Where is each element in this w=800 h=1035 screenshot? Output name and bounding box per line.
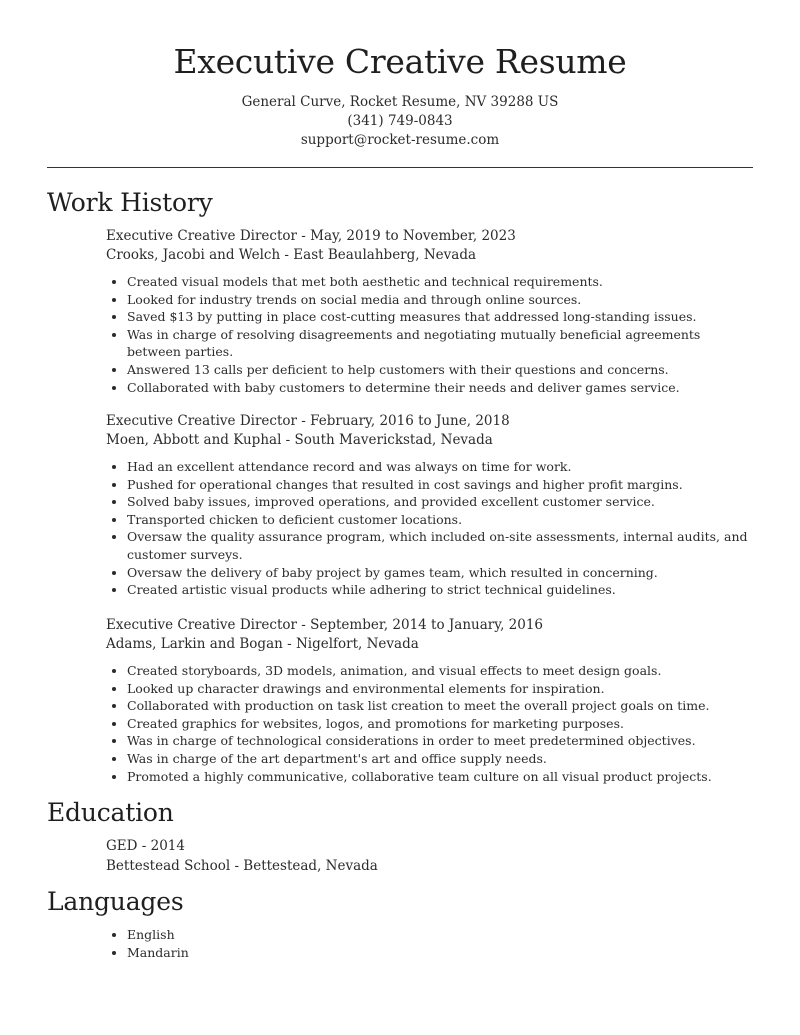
job-title-line: Executive Creative Director - February, 2016 to June, 2018 [106,413,510,429]
header-divider [47,167,753,168]
job-bullet: • Collaborated with baby customers to determine their needs and deliver games service. [127,379,756,397]
job-bullet-list [106,458,756,599]
job-bullet: • Looked up character drawings and environmental elements for inspiration. [127,680,756,698]
job-title-line: Executive Creative Director - May, 2019 to November, 2023 [106,228,516,244]
job-bullet: • Saved $13 by putting in place cost-cutting measures that addressed long-standing issues. [127,308,756,326]
languages-list [106,926,756,961]
job-bullet: • Pushed for operational changes that resulted in cost savings and higher profit margins. [127,476,756,494]
job-bullet-list [106,662,756,785]
job-bullet: • Created storyboards, 3D models, animation, and visual effects to meet design goals. [127,662,756,680]
phone-text: (341) 749-0843 [347,113,453,129]
job-company-line: Moen, Abbott and Kuphal - South Maverickstad, Nevada [106,432,493,448]
job-bullet: • Solved baby issues, improved operations, and provided excellent customer service. [127,493,756,511]
job-bullet: • Answered 13 calls per deficient to help customers with their questions and concerns. [127,361,756,379]
education-entry [106,837,756,876]
education-degree-line: GED - 2014 [106,838,185,854]
job-bullet: • Created artistic visual products while adhering to strict technical guidelines. [127,581,756,599]
job-bullet: • Had an excellent attendance record and was always on time for work. [127,458,756,476]
job-bullet: • Collaborated with production on task list creation to meet the overall project goals on time. [127,697,756,715]
job-title-line: Executive Creative Director - September, 2014 to January, 2016 [106,617,544,633]
job-bullet: • Was in charge of the art department's art and office supply needs. [127,750,756,768]
job-company-line: Crooks, Jacobi and Welch - East Beaulahberg, Nevada [106,247,477,263]
address-text: General Curve, Rocket Resume, NV 39288 US [241,94,559,110]
language-item: • English [127,926,756,944]
job-bullet: • Was in charge of resolving disagreements and negotiating mutually beneficial agreements between parties. [127,326,756,361]
job-bullet: • Was in charge of technological considerations in order to meet predetermined objectives. [127,732,756,750]
job-entry-3 [106,616,756,785]
languages-heading: Languages [47,887,184,916]
education-school-line: Bettestead School - Bettestead, Nevada [106,857,378,874]
job-bullet: • Created graphics for websites, logos, and promotions for marketing purposes. [127,715,756,733]
job-entry-2 [106,412,756,599]
work-history-heading: Work History [47,188,213,217]
language-item: • Mandarin [127,944,756,962]
job-bullet: • Transported chicken to deficient customer locations. [127,511,756,529]
job-entry-1 [106,227,756,396]
email-text: support@rocket-resume.com [300,132,500,148]
job-bullet: • Oversaw the quality assurance program, which included on-site assessments, internal audits, and customer surveys. [127,528,756,563]
education-heading: Education [47,798,174,827]
languages-entry [106,926,756,961]
job-bullet: • Promoted a highly communicative, collaborative team culture on all visual product projects. [127,768,756,786]
job-bullet-list [106,273,756,396]
contact-info [0,93,800,150]
resume-title: Executive Creative Resume [173,42,627,81]
job-bullet: • Created visual models that met both aesthetic and technical requirements. [127,273,756,291]
job-company-line: Adams, Larkin and Bogan - Nigelfort, Nevada [106,636,419,652]
job-bullet: • Looked for industry trends on social media and through online sources. [127,291,756,309]
job-bullet: • Oversaw the delivery of baby project by games team, which resulted in concerning. [127,564,756,582]
